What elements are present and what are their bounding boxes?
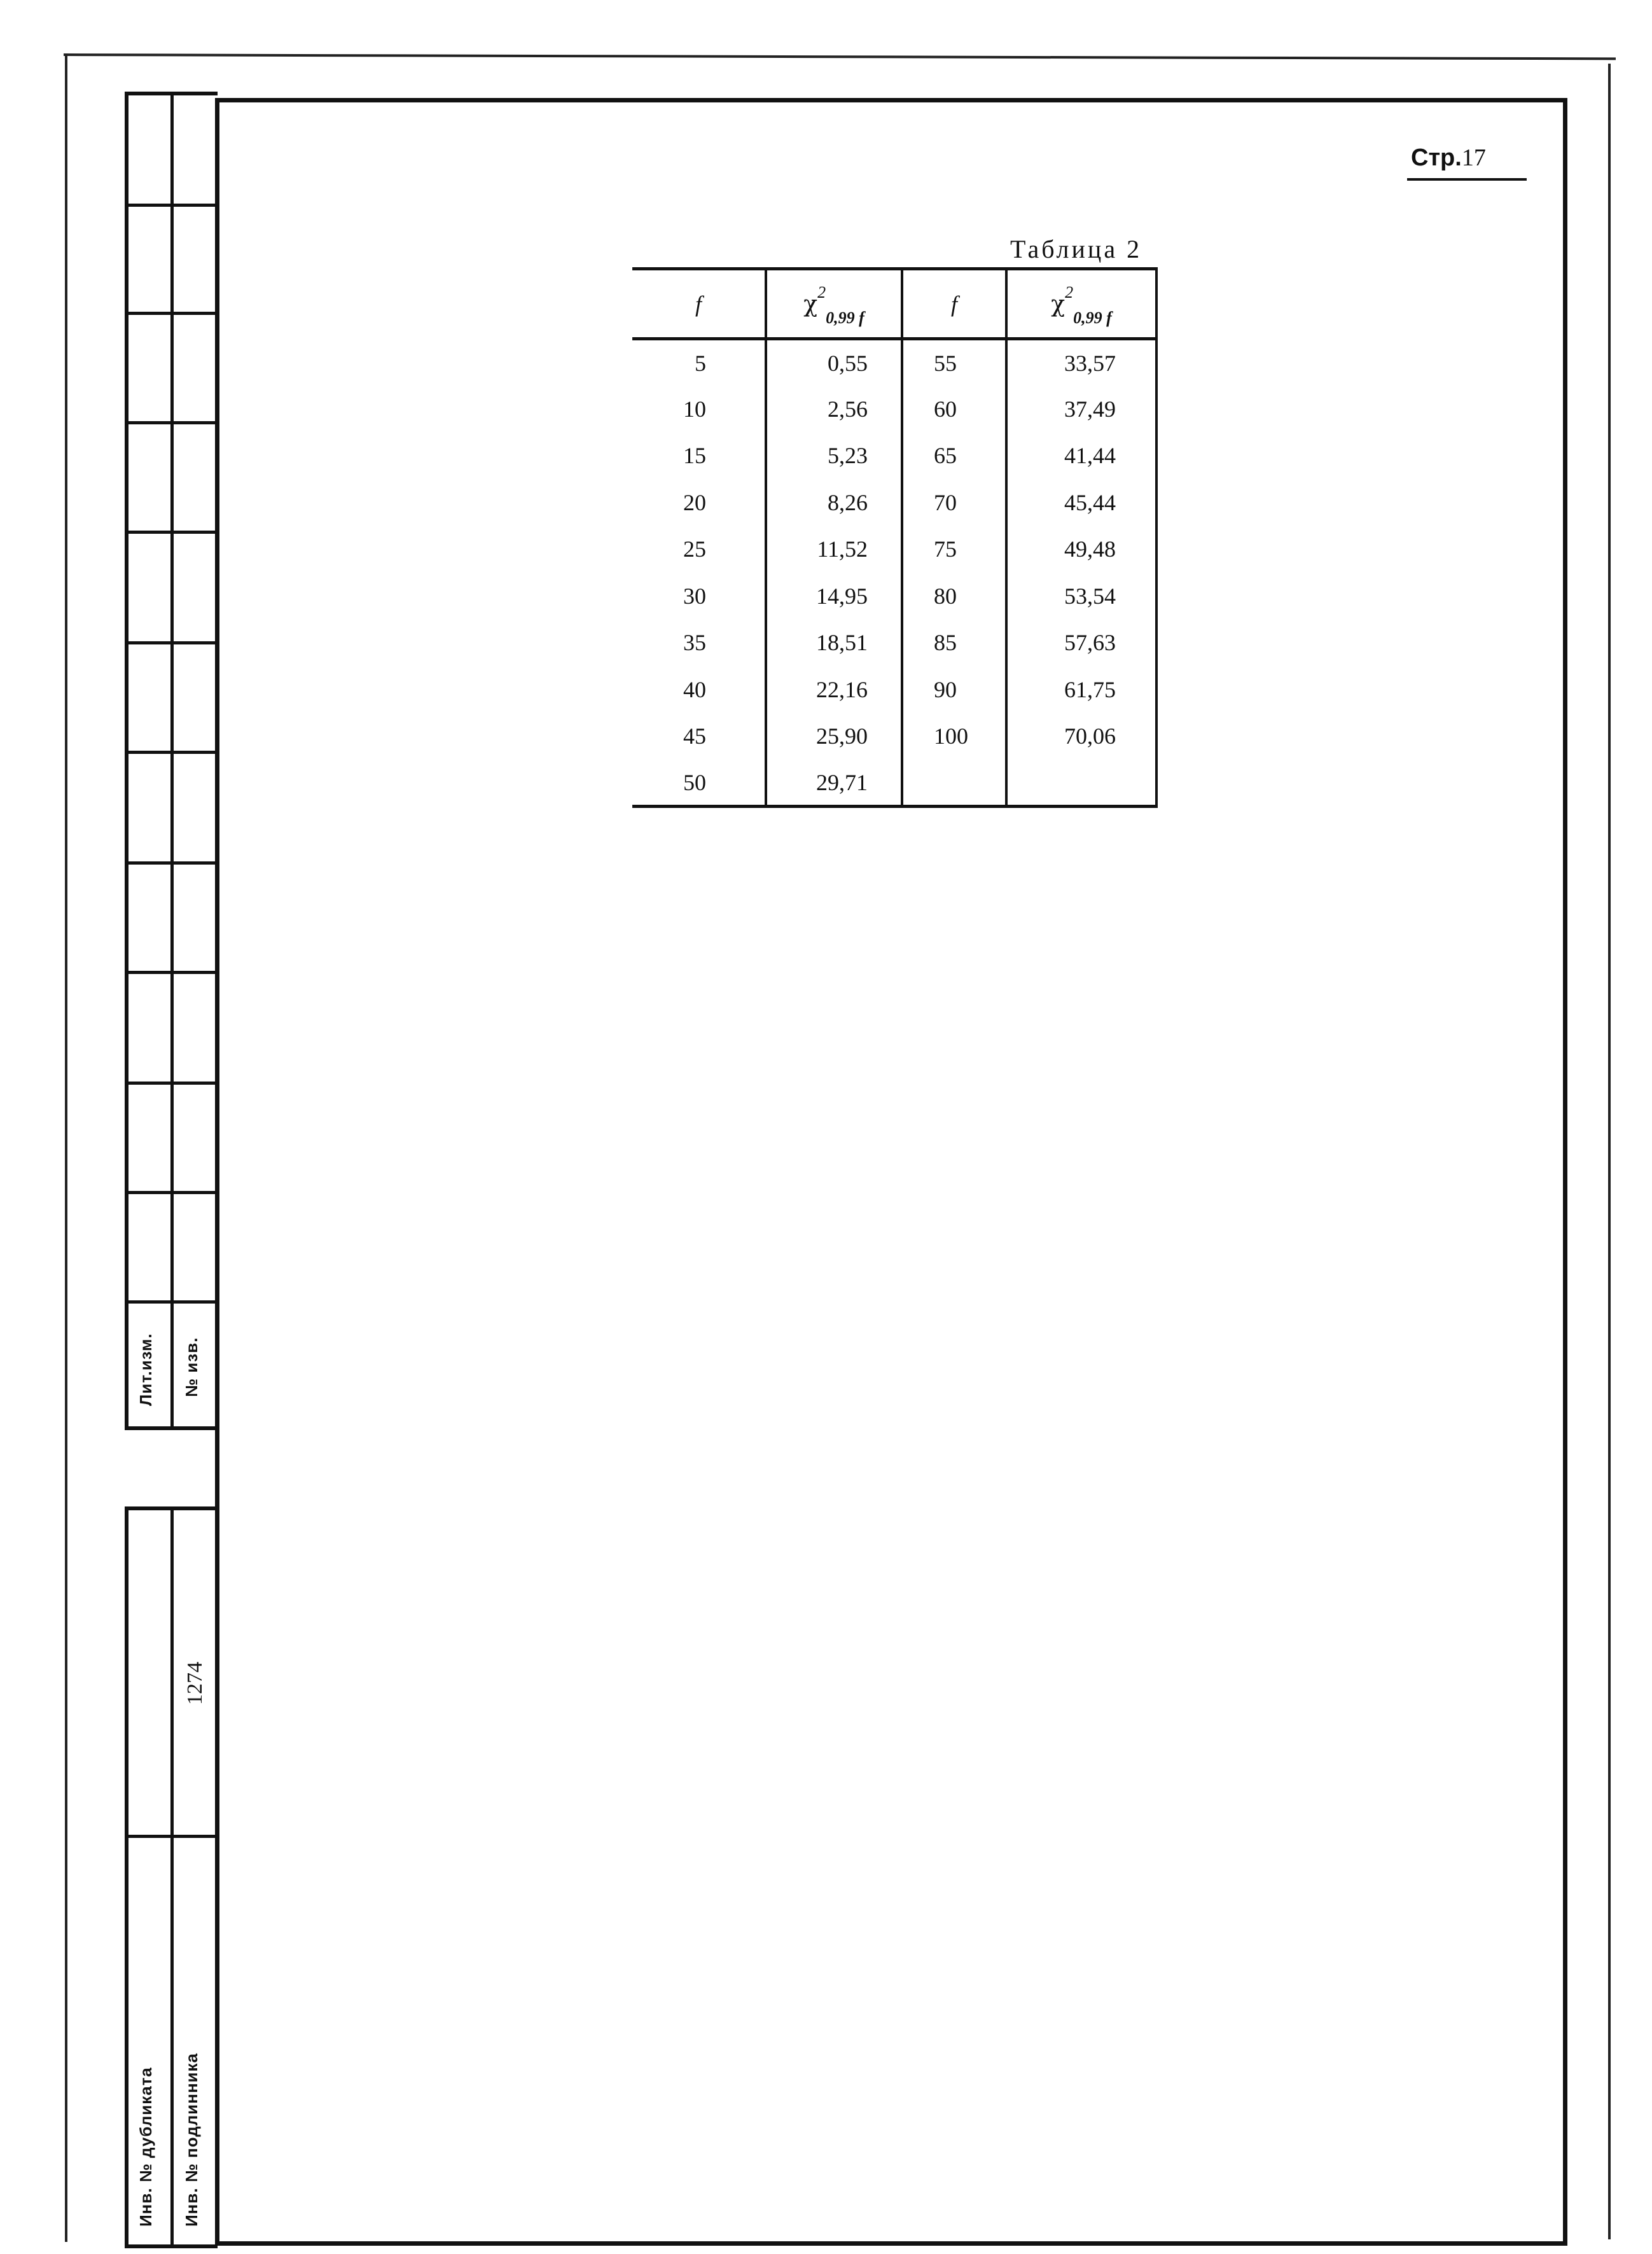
page-number xyxy=(1411,144,1486,172)
cell-f: 10 xyxy=(683,396,706,422)
table-row xyxy=(632,433,1156,480)
margin-strip-row-line xyxy=(125,1191,218,1194)
margin-strip-row-line xyxy=(125,531,218,534)
table-row xyxy=(632,573,1156,620)
cell-f: 90 xyxy=(902,666,1006,713)
cell-chi: 0,55 xyxy=(766,339,902,386)
table-row xyxy=(632,666,1156,713)
cell-f: 45 xyxy=(683,723,706,749)
cell-chi: 29,71 xyxy=(766,760,902,807)
cell-chi: 49,48 xyxy=(1006,526,1156,573)
cell-chi: 14,95 xyxy=(766,573,902,620)
table-row xyxy=(632,479,1156,526)
header-f: f xyxy=(902,269,1006,339)
cell-chi: 22,16 xyxy=(766,666,902,713)
cell-f: 15 xyxy=(683,443,706,469)
cell-chi: 41,44 xyxy=(1006,433,1156,480)
page-number-underline xyxy=(1407,178,1527,181)
cell-chi: 70,06 xyxy=(1006,713,1156,760)
cell-chi xyxy=(1006,760,1156,807)
cell-chi: 53,54 xyxy=(1006,573,1156,620)
scan-edge-top xyxy=(64,53,1616,60)
cell-chi: 2,56 xyxy=(766,386,902,433)
cell-f: 50 xyxy=(632,760,766,807)
header-chi: $\chi^2_{0,99 f}$ xyxy=(766,269,902,339)
table-row xyxy=(632,760,1156,807)
cell-f: 100 xyxy=(902,713,1006,760)
no-izv-label: № изв. xyxy=(182,1337,201,1397)
cell-f xyxy=(902,760,1006,807)
margin-strip-row-line xyxy=(125,312,218,315)
scan-edge-right xyxy=(1608,64,1611,2239)
cell-f: 5 xyxy=(695,350,706,376)
cell-chi: 8,26 xyxy=(766,479,902,526)
cell-chi: 33,57 xyxy=(1006,339,1156,386)
margin-strip-row-line xyxy=(125,1082,218,1085)
lit-izm-label: Лит.изм. xyxy=(136,1333,155,1406)
table-row xyxy=(632,386,1156,433)
table-row xyxy=(632,339,1156,386)
margin-strip-row-line xyxy=(125,1835,218,1838)
margin-strip-row-line xyxy=(125,641,218,644)
cell-f: 85 xyxy=(902,620,1006,667)
table-caption: Таблица 2 xyxy=(1010,235,1142,263)
cell-chi: 37,49 xyxy=(1006,386,1156,433)
margin-strip-divider xyxy=(170,92,174,1430)
margin-strip-row-line xyxy=(125,971,218,974)
margin-strip-row-line xyxy=(125,751,218,754)
table-header-row xyxy=(632,269,1156,339)
header-chi: $\chi^2_{0,99 f}$ xyxy=(1006,269,1156,339)
cell-f: 25 xyxy=(683,536,706,562)
cell-chi: 18,51 xyxy=(766,620,902,667)
cell-chi: 11,52 xyxy=(766,526,902,573)
cell-f: 35 xyxy=(683,630,706,656)
inv-podlinnika-label: Инв. № подлинника xyxy=(182,2052,201,2227)
cell-f: 40 xyxy=(683,676,706,702)
inv-dublikata-label: Инв. № дубликата xyxy=(136,2067,155,2227)
cell-f: 75 xyxy=(902,526,1006,573)
chi-square-table xyxy=(632,267,1158,808)
scan-edge-left xyxy=(65,53,67,2242)
cell-f: 65 xyxy=(902,433,1006,480)
cell-f: 70 xyxy=(902,479,1006,526)
margin-strip-row-line xyxy=(125,1300,218,1304)
cell-chi: 45,44 xyxy=(1006,479,1156,526)
page-number-value: 17 xyxy=(1461,144,1486,171)
cell-chi: 57,63 xyxy=(1006,620,1156,667)
margin-strip-row-line xyxy=(125,204,218,207)
margin-strip-row-line xyxy=(125,421,218,424)
cell-f: 80 xyxy=(902,573,1006,620)
cell-chi: 5,23 xyxy=(766,433,902,480)
cell-chi: 61,75 xyxy=(1006,666,1156,713)
cell-chi: 25,90 xyxy=(766,713,902,760)
page-number-label: Стр. xyxy=(1411,144,1462,171)
cell-f: 30 xyxy=(683,583,706,609)
margin-strip-divider xyxy=(170,1506,174,2248)
table-row xyxy=(632,526,1156,573)
inv-number: 1274 xyxy=(183,1662,207,1705)
table-row xyxy=(632,620,1156,667)
cell-f: 60 xyxy=(902,386,1006,433)
margin-strip-row-line xyxy=(125,861,218,865)
header-f: f xyxy=(632,269,766,339)
cell-f: 20 xyxy=(683,489,706,515)
table-row xyxy=(632,713,1156,760)
cell-f: 55 xyxy=(902,339,1006,386)
